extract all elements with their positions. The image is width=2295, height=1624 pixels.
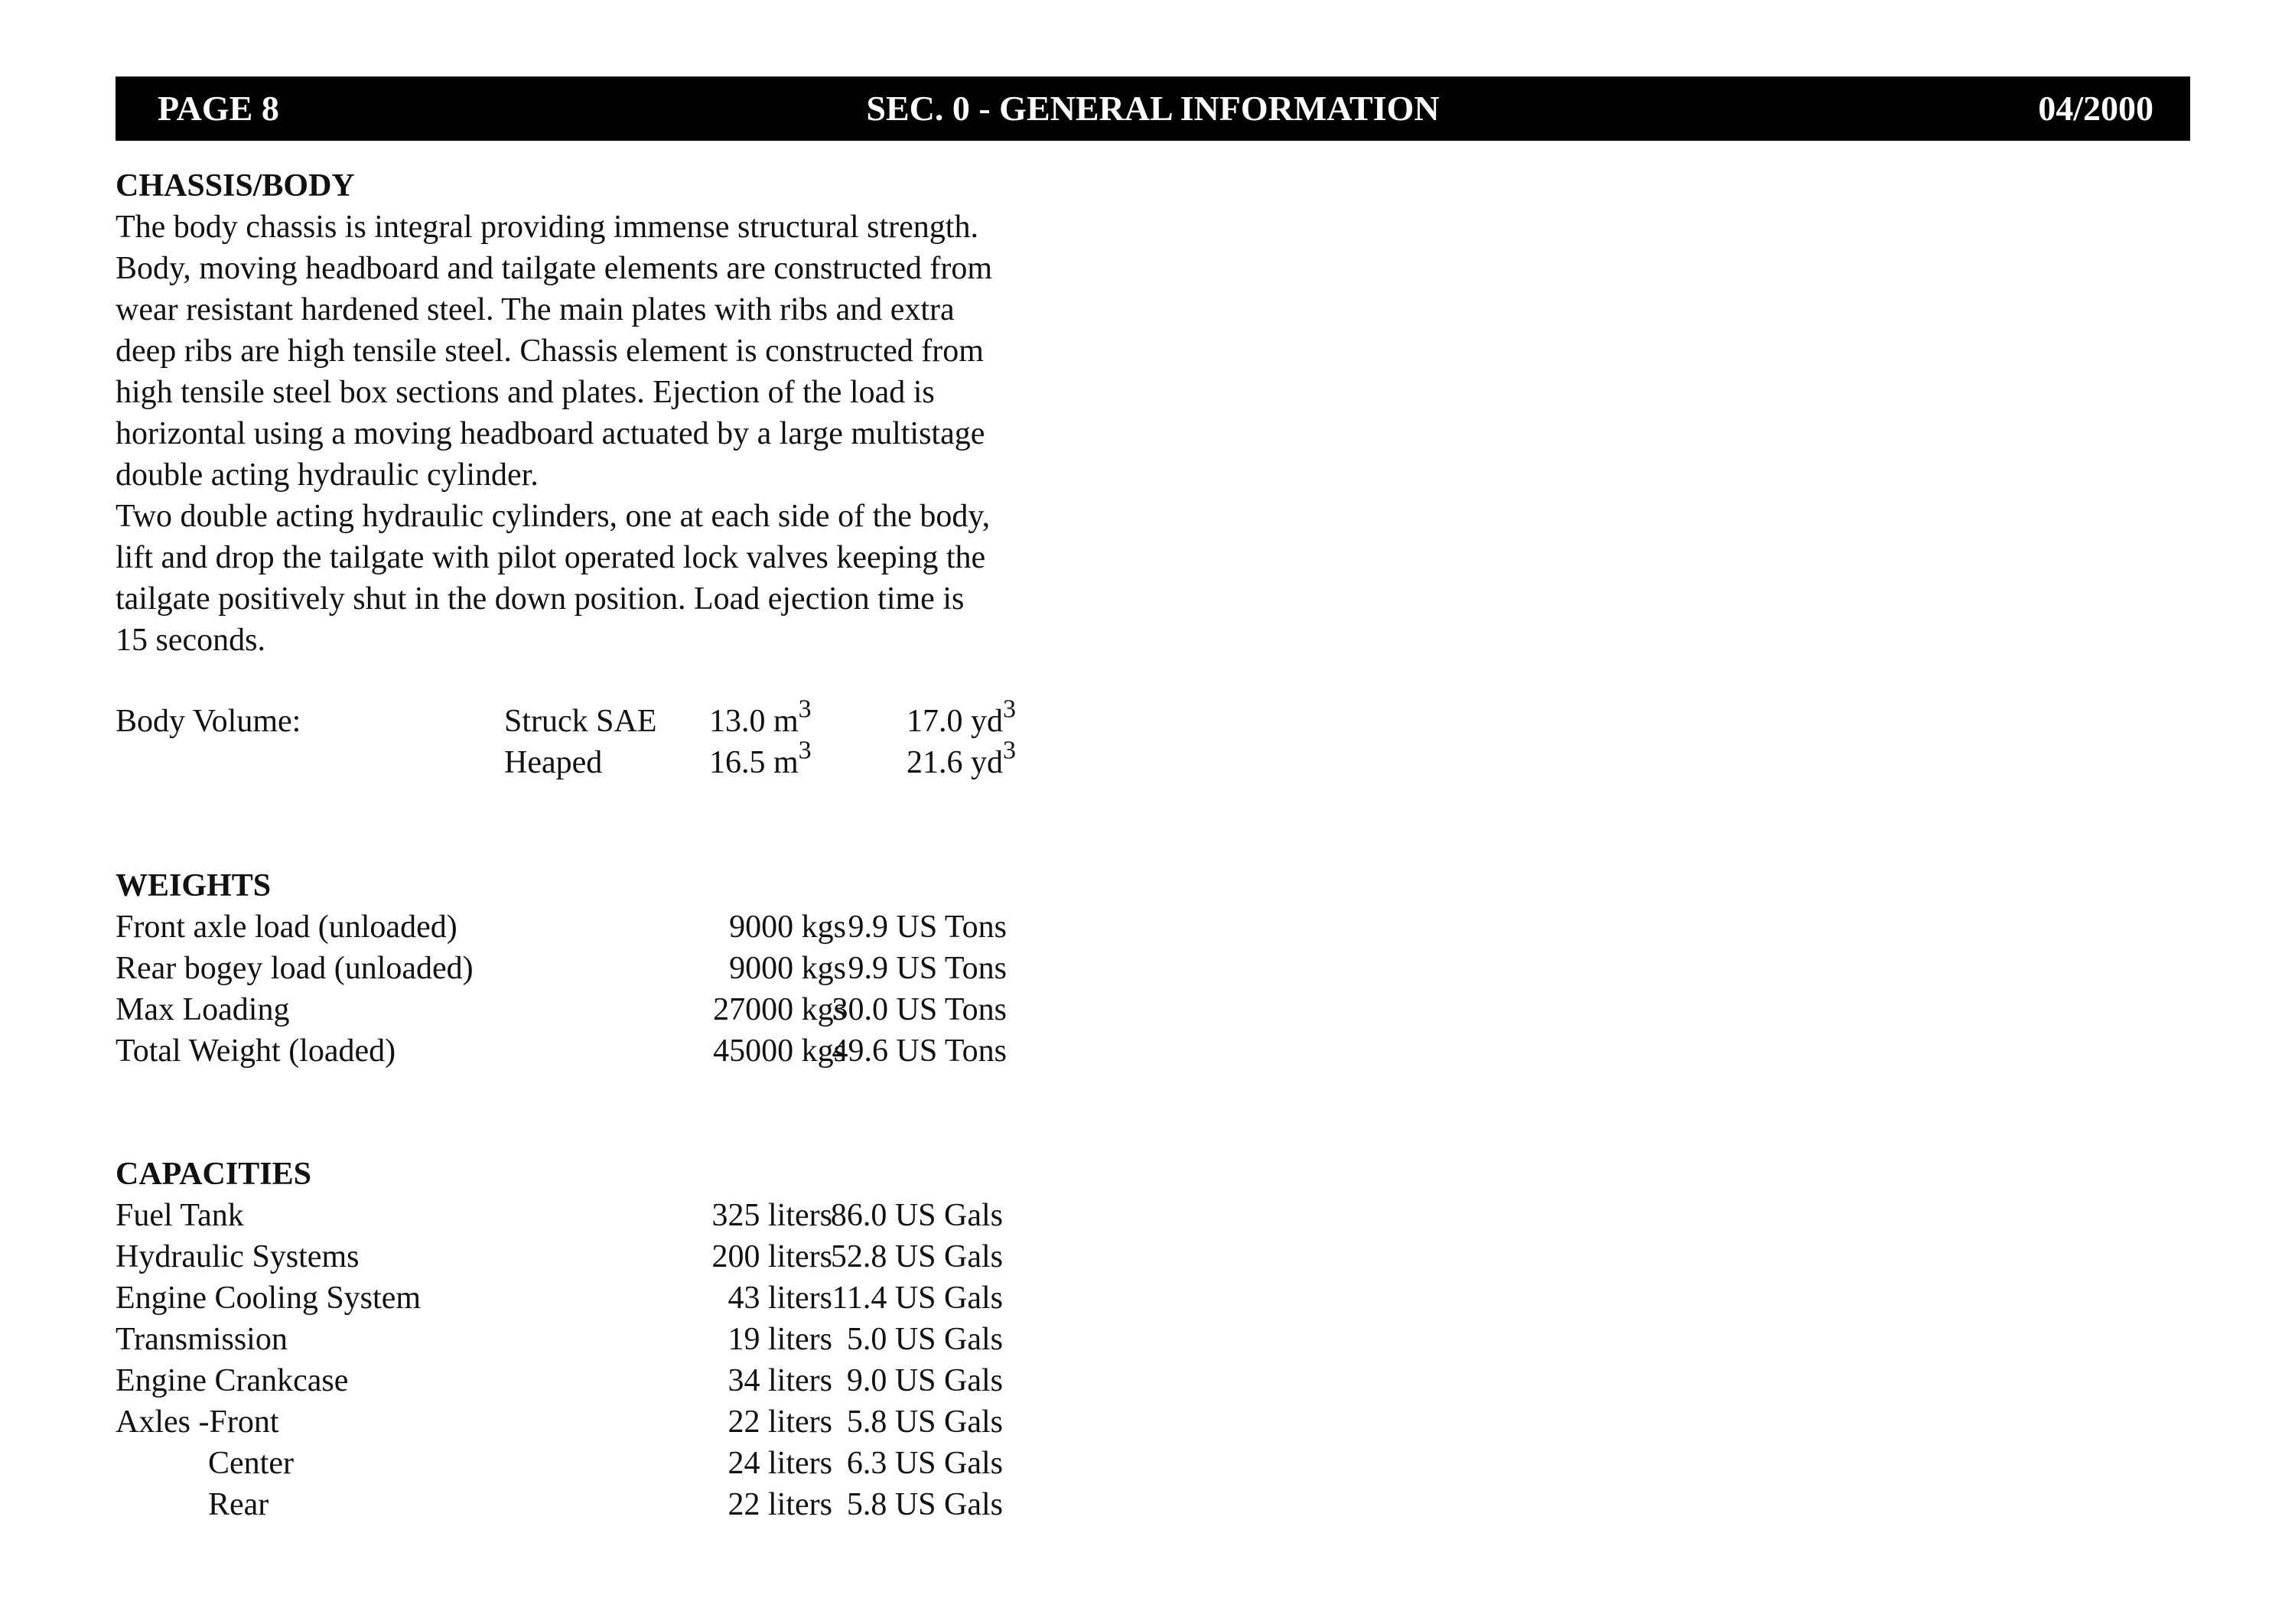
exponent: 3 bbox=[798, 695, 812, 724]
capacity-row bbox=[116, 1277, 1003, 1319]
capacity-row bbox=[116, 1236, 1003, 1277]
weight-metric: 27000 kgs bbox=[713, 992, 846, 1027]
chassis-line: The body chassis is integral providing immense structural strength. bbox=[116, 210, 978, 245]
weight-us: 49.6 US Tons bbox=[832, 1033, 1007, 1069]
chassis-paragraph bbox=[116, 207, 1133, 661]
capacity-row bbox=[116, 1484, 1003, 1525]
exponent: 3 bbox=[798, 736, 812, 765]
capacity-row bbox=[116, 1360, 1003, 1401]
weight-label: Total Weight (loaded) bbox=[116, 1033, 396, 1069]
weight-label: Max Loading bbox=[116, 992, 290, 1027]
capacity-metric: 22 liters bbox=[728, 1487, 832, 1522]
chassis-line: high tensile steel box sections and plates. Ejection of the load is bbox=[116, 375, 935, 410]
body-volume-row bbox=[116, 695, 1110, 742]
capacity-us: 52.8 US Gals bbox=[830, 1239, 1003, 1274]
volume-us-value: 17.0 yd bbox=[907, 704, 1003, 739]
capacity-us: 86.0 US Gals bbox=[830, 1198, 1003, 1233]
weight-us: 30.0 US Tons bbox=[832, 992, 1007, 1027]
weight-metric: 45000 kgs bbox=[713, 1033, 846, 1069]
capacity-us: 5.0 US Gals bbox=[846, 1322, 1003, 1357]
capacity-us: 11.4 US Gals bbox=[832, 1281, 1003, 1316]
chassis-line: lift and drop the tailgate with pilot operated lock valves keeping the bbox=[116, 540, 986, 575]
exponent: 3 bbox=[1003, 695, 1016, 724]
volume-metric bbox=[709, 695, 812, 742]
capacity-label: Engine Crankcase bbox=[116, 1363, 349, 1398]
weights-row bbox=[116, 1030, 1007, 1072]
chassis-line: tailgate positively shut in the down position. Load ejection time is bbox=[116, 581, 965, 617]
chassis-line: deep ribs are high tensile steel. Chassis element is constructed from bbox=[116, 334, 984, 369]
weight-label: Front axle load (unloaded) bbox=[116, 910, 457, 945]
capacity-row bbox=[116, 1319, 1003, 1360]
capacity-row bbox=[116, 1401, 1003, 1443]
section-title: SEC. 0 - GENERAL INFORMATION bbox=[866, 89, 1440, 128]
weights-heading: WEIGHTS bbox=[116, 868, 272, 903]
weight-us: 9.9 US Tons bbox=[848, 951, 1007, 986]
capacity-label: Transmission bbox=[116, 1322, 288, 1357]
capacity-label: Engine Cooling System bbox=[116, 1281, 421, 1316]
capacity-us: 5.8 US Gals bbox=[846, 1404, 1003, 1440]
weights-row bbox=[116, 948, 1007, 989]
volume-metric bbox=[709, 736, 812, 783]
capacity-us: 5.8 US Gals bbox=[846, 1487, 1003, 1522]
capacity-us: 9.0 US Gals bbox=[846, 1363, 1003, 1398]
page-header bbox=[116, 76, 2190, 141]
chassis-line: 15 seconds. bbox=[116, 623, 265, 658]
volume-metric-value: 13.0 m bbox=[709, 704, 799, 739]
capacity-metric: 43 liters bbox=[728, 1281, 832, 1316]
exponent: 3 bbox=[1003, 736, 1016, 765]
capacity-metric: 19 liters bbox=[728, 1322, 832, 1357]
capacity-us: 6.3 US Gals bbox=[846, 1446, 1003, 1481]
volume-type: Heaped bbox=[504, 745, 603, 780]
body-volume-row bbox=[116, 736, 1110, 783]
weight-us: 9.9 US Tons bbox=[848, 910, 1007, 945]
chassis-heading: CHASSIS/BODY bbox=[116, 168, 355, 203]
capacity-label: Hydraulic Systems bbox=[116, 1239, 360, 1274]
volume-us bbox=[907, 695, 1016, 742]
body-volume-label: Body Volume: bbox=[116, 704, 301, 739]
chassis-line: horizontal using a moving headboard actuated by a large multistage bbox=[116, 416, 985, 451]
capacity-metric: 34 liters bbox=[728, 1363, 832, 1398]
volume-metric-value: 16.5 m bbox=[709, 745, 799, 780]
volume-us-value: 21.6 yd bbox=[907, 745, 1003, 780]
capacity-metric: 22 liters bbox=[728, 1404, 832, 1440]
chassis-line: Two double acting hydraulic cylinders, one at each side of the body, bbox=[116, 499, 991, 534]
weight-label: Rear bogey load (unloaded) bbox=[116, 951, 474, 986]
revision-date: 04/2000 bbox=[2038, 89, 2153, 128]
weights-row bbox=[116, 906, 1007, 948]
capacities-heading: CAPACITIES bbox=[116, 1157, 311, 1192]
chassis-line: wear resistant hardened steel. The main plates with ribs and extra bbox=[116, 292, 955, 327]
weights-row bbox=[116, 989, 1007, 1030]
capacity-label: Rear bbox=[208, 1487, 269, 1522]
capacity-metric: 200 liters bbox=[711, 1239, 832, 1274]
capacity-label: Fuel Tank bbox=[116, 1198, 244, 1233]
capacity-label: Center bbox=[208, 1446, 294, 1481]
weight-metric: 9000 kgs bbox=[729, 951, 846, 986]
chassis-line: double acting hydraulic cylinder. bbox=[116, 457, 539, 493]
chassis-line: Body, moving headboard and tailgate elements are constructed from bbox=[116, 251, 993, 286]
capacity-row bbox=[116, 1443, 1003, 1484]
volume-type: Struck SAE bbox=[504, 704, 657, 739]
volume-us bbox=[907, 736, 1016, 783]
capacity-metric: 325 liters bbox=[711, 1198, 832, 1233]
page-number: PAGE 8 bbox=[158, 89, 279, 128]
capacity-metric: 24 liters bbox=[728, 1446, 832, 1481]
weight-metric: 9000 kgs bbox=[729, 910, 846, 945]
capacity-row bbox=[116, 1195, 1003, 1236]
capacity-label: Axles -Front bbox=[116, 1404, 279, 1440]
